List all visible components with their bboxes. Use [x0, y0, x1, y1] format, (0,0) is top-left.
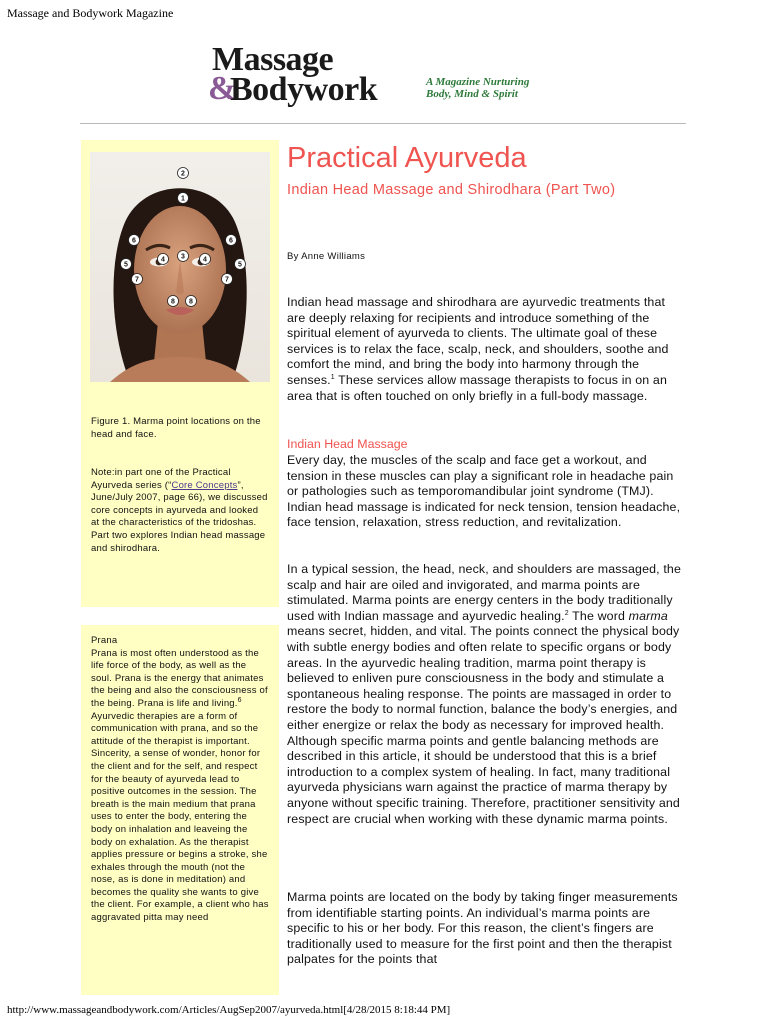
series-note [91, 467, 269, 555]
core-concepts-link[interactable]: Core Concepts [171, 479, 238, 491]
prana-text-b: Ayurvedic therapies are a form of communication with prana, and so the attitude of the therapist is important. Sincerity, a sense of wonder, honor for the client and for the self, and respect for the beauty of ayurveda lead to positive outcomes in the session. The breath is the main medium that prana uses to enter the body, entering the body on inhalation and leaveing the body on exhalation. As the therapist applies pressure or begins a stroke, she exhales through the mouth (not the nose, as is done in meditation) and becomes the quality she wants to give the client. For example, a client who has aggravated pitta may need [91, 710, 269, 924]
p4-text: Marma points are located on the body by taking finger measurements from identifiable starting points. An individual’s marma points are specific to his or her body. For this reason, the client’s fingers are traditionally used to measure for the first point and then the therapist palpates for the points that [287, 890, 678, 967]
marma-point-label: 8 [171, 298, 175, 306]
prana-footnote-ref[interactable]: 6 [237, 696, 242, 704]
marma-point-label: 1 [181, 195, 185, 203]
prana-heading: Prana [91, 635, 118, 646]
paragraph-typical-session [287, 562, 687, 827]
p3-text-b: The word [568, 608, 629, 623]
article-title: Practical Ayurveda [287, 142, 527, 174]
logo-line-bodywork: Bodywork [230, 71, 378, 108]
marma-point-label: 2 [181, 170, 185, 178]
paragraph-locating-points [287, 890, 687, 968]
marma-point-label: 6 [132, 237, 136, 245]
sidebar-prana-box [81, 625, 279, 995]
marma-point-label: 7 [135, 276, 139, 284]
article-byline: By Anne Williams [287, 251, 366, 262]
note-text-after: ”, June/July 2007, page 66), we discussed core concepts in ayurveda and looked at the characteristics of the tridoshas. Part two explores Indian head massage and shirodhara. [91, 479, 268, 554]
marma-point-label: 4 [161, 256, 165, 264]
prana-text-a: Prana is most often understood as the life force of the body, as well as the soul. Prana is the energy that animates the being and also the consciousness of the being. Prana is life and living. [91, 647, 268, 709]
marma-point-label: 8 [189, 298, 193, 306]
logo-tagline-2: Body, Mind & Spirit [426, 88, 518, 100]
section-heading-indian-head-massage: Indian Head Massage [287, 437, 408, 451]
print-header: Massage and Bodywork Magazine [7, 6, 174, 20]
p1-text-a: Indian head massage and shirodhara are ayurvedic treatments that are deeply relaxing for recipients and introduce something of the spiritual element of ayurveda to clients. The ultimate goal of these services is to relax the face, scalp, neck, and shoulders, soothe and comfort the mind, and bring the body into harmony through the senses. [287, 295, 669, 387]
p3-text-a: In a typical session, the head, neck, and shoulders are massaged, the scalp and hair are oiled and invigorated, and marma points are stimulated. Marma points are energy centers in the body traditionally used with Indian massage and ayurvedic healing. [287, 562, 682, 623]
marma-point-label: 4 [203, 256, 207, 264]
marma-point-label: 5 [238, 261, 242, 269]
marma-face-photo [90, 152, 270, 382]
p3-footnote-ref[interactable]: 2 [564, 609, 569, 617]
note-text-before: Note:in part one of the Practical Ayurveda series (“ [91, 467, 231, 491]
paragraph-intro [287, 295, 687, 404]
sidebar-figure-box [81, 140, 279, 607]
print-footer-url: http://www.massageandbodywork.com/Articles/AugSep2007/ayurveda.html[4/28/2015 8:18:44 PM] [7, 1004, 451, 1016]
marma-face-illustration [90, 152, 270, 382]
marma-point-label: 5 [124, 261, 128, 269]
figure-caption: Figure 1. Marma point locations on the head and face. [91, 416, 261, 440]
header-divider [80, 123, 686, 124]
p2-text: Every day, the muscles of the scalp and face get a workout, and tension in these muscles can play a significant role in headache pain or pathologies such as temporomandibular joint syndrome (TMJ). Indian head massage is indicated for neck tension, tension headache, face tension, relaxation, stress reduction, and revitalization. [287, 453, 681, 530]
logo-tagline-1: A Magazine Nurturing [426, 76, 530, 88]
logo-tagline [426, 76, 529, 100]
marma-point-label: 6 [229, 237, 233, 245]
magazine-logo[interactable] [208, 41, 568, 108]
prana-text [91, 635, 269, 925]
p3-emphasis-marma: marma [628, 608, 668, 623]
article-subtitle: Indian Head Massage and Shirodhara (Part Two) [287, 182, 616, 198]
paragraph-workout [287, 453, 687, 531]
marma-point-label: 7 [225, 276, 229, 284]
logo-line-massage: Massage [212, 41, 334, 78]
p1-text-b: These services allow massage therapists to focus in on an area that is often touched on only briefly in a full-body massage. [287, 372, 667, 403]
logo-ampersand: & [208, 70, 237, 107]
p3-text-c: means secret, hidden, and vital. The points connect the physical body with subtle energy bodies and often relate to specific organs or body areas. In the ayurvedic healing tradition, marma point therapy is believed to enliven pure consciousness in the body and stimulate a spontaneous healing response. The points are massaged in order to restore the body to normal function, balance the body’s energies, and either energize or relax the body as necessary for improved health. Although specific marma points and gentle balancing methods are described in this article, it should be understood that this is a brief introduction to a complex system of healing. In fact, many traditional ayurveda physicians warn against the practice of marma therapy by anyone without specific training. Therefore, practitioner sensitivity and respect are crucial when working with these dynamic marma points. [287, 624, 680, 826]
marma-point-label: 3 [181, 253, 185, 261]
p1-footnote-ref[interactable]: 1 [330, 373, 335, 381]
